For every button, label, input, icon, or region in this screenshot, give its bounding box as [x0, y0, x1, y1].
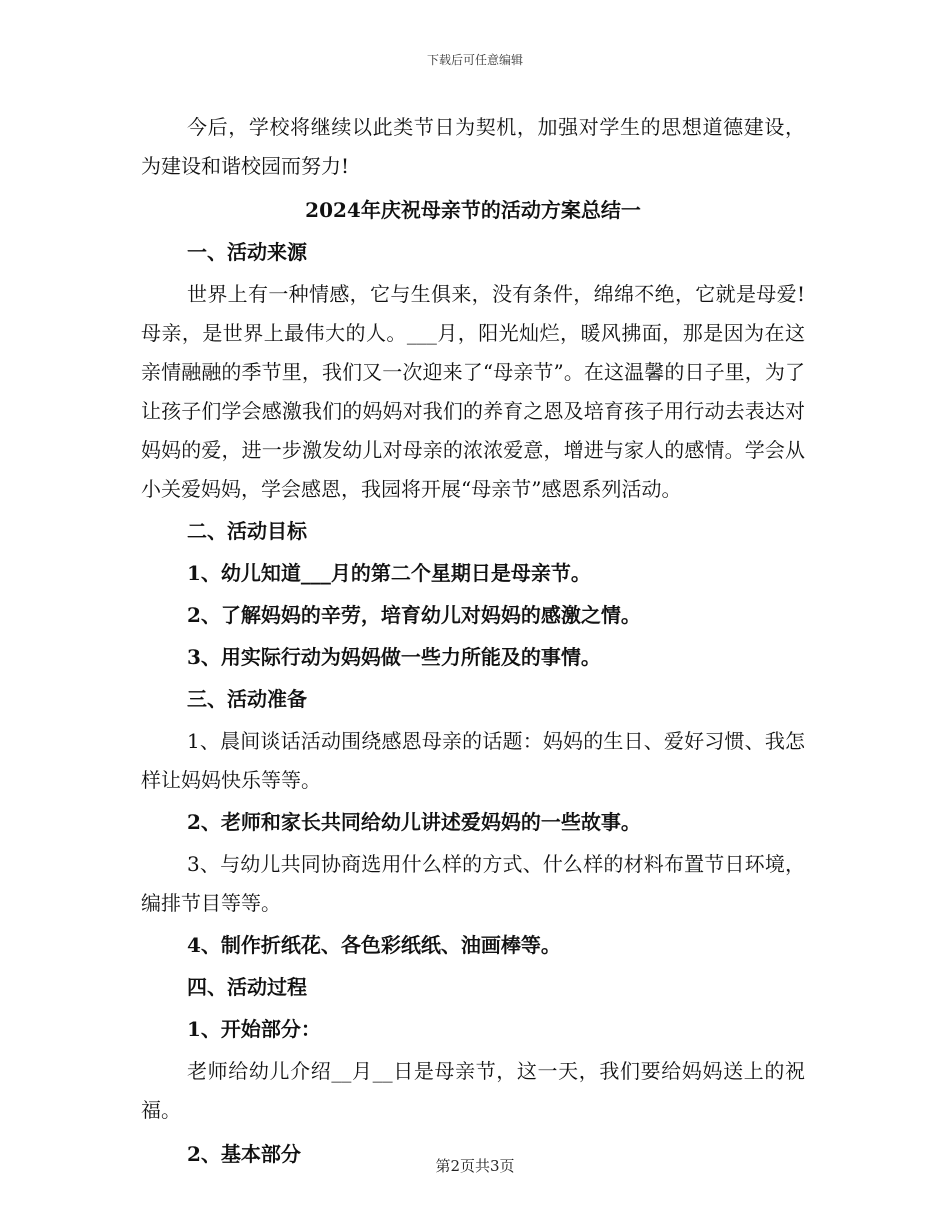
intro-paragraph: 今后，学校将继续以此类节日为契机，加强对学生的思想道德建设，为建设和谐校园而努力!	[141, 115, 805, 178]
goal-item-1: 1、幼儿知道___月的第二个星期日是母亲节。	[187, 561, 591, 585]
section-heading-goals: 二、活动目标	[187, 519, 307, 543]
document-body	[141, 108, 805, 1174]
goal-item-3: 3、用实际行动为妈妈做一些力所能及的事情。	[187, 645, 601, 669]
section-heading-source: 一、活动来源	[187, 240, 307, 264]
document-title: 2024年庆祝母亲节的活动方案总结一	[305, 198, 641, 222]
process-sub-heading-basic: 2、基本部分	[187, 1142, 301, 1166]
preparation-item-3: 3、与幼儿共同协商选用什么样的方式、什么样的材料布置节日环境，编排节目等等。	[141, 852, 805, 915]
source-paragraph: 世界上有一种情感，它与生俱来，没有条件，绵绵不绝，它就是母爱!母亲，是世界上最伟大的人。___月，阳光灿烂，暖风拂面，那是因为在这亲情融融的季节里，我们又一次迎来了“母亲节”。在这温馨的日子里，为了让孩子们学会感激我们的妈妈对我们的养育之恩及培育孩子用行动去表达对妈妈的爱，进一步激发幼儿对母亲的浓浓爱意，增进与家人的感情。学会从小关爱妈妈，学会感恩，我园将开展“母亲节”感恩系列活动。	[141, 282, 805, 501]
process-sub-heading-start: 1、开始部分：	[187, 1017, 321, 1041]
preparation-item-4: 4、制作折纸花、各色彩纸纸、油画棒等。	[187, 933, 561, 957]
section-heading-preparation: 三、活动准备	[187, 687, 307, 711]
preparation-item-2: 2、老师和家长共同给幼儿讲述爱妈妈的一些故事。	[187, 810, 641, 834]
section-heading-process: 四、活动过程	[187, 975, 307, 999]
page-number: 第2页共3页	[435, 1157, 515, 1175]
preparation-item-1: 1、晨间谈话活动围绕感恩母亲的话题：妈妈的生日、爱好习惯、我怎样让妈妈快乐等等。	[141, 729, 805, 792]
page-header-note: 下载后可任意编辑	[426, 53, 523, 67]
goal-item-2: 2、了解妈妈的辛劳，培育幼儿对妈妈的感激之情。	[187, 603, 641, 627]
process-start-paragraph: 老师给幼儿介绍__月__日是母亲节，这一天，我们要给妈妈送上的祝福。	[141, 1059, 805, 1122]
